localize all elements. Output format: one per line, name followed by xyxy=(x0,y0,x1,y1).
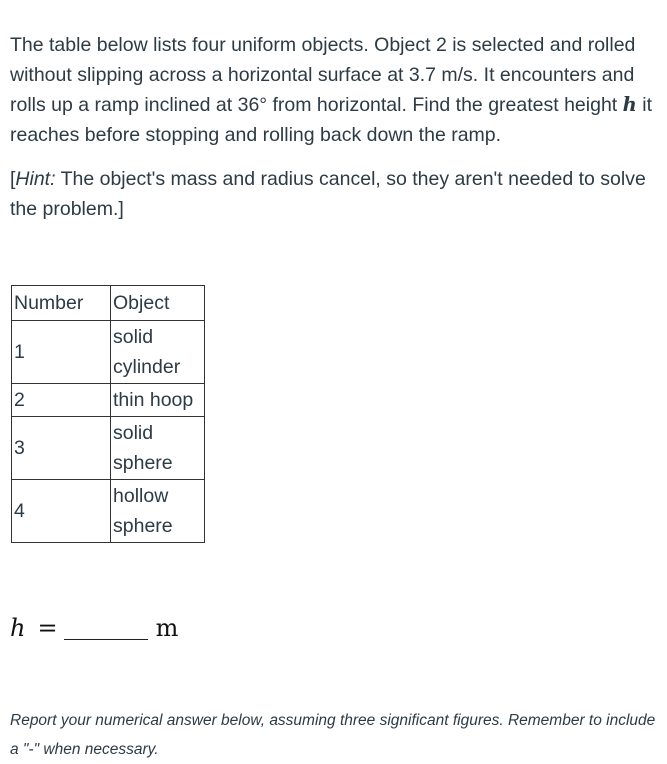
table-row xyxy=(12,321,205,384)
problem-text-before: The table below lists four uniform objects. Object 2 is selected and rolled without slipping across a horizontal surface at 3.7 m/s. It encounters and rolls up a ramp inclined at 36° from horizontal. Find the greatest height xyxy=(10,34,636,116)
problem-statement xyxy=(10,30,658,150)
objects-table xyxy=(11,285,205,543)
header-object: Object xyxy=(111,286,205,321)
table-row xyxy=(12,384,205,417)
table-row xyxy=(12,480,205,543)
answer-unit: m xyxy=(155,614,179,642)
hint xyxy=(10,164,658,224)
answer-blank[interactable] xyxy=(64,617,148,640)
hint-label: Hint: xyxy=(15,168,56,190)
row-object: thin hoop xyxy=(111,384,205,417)
row-object: solid sphere xyxy=(111,417,205,480)
table-header-row xyxy=(12,286,205,321)
header-number: Number xyxy=(12,286,111,321)
row-object: solid cylinder xyxy=(111,321,205,384)
instructions-text: Report your numerical answer below, assuming three significant figures. Remember to include a "-" when necessary. xyxy=(10,712,656,758)
row-number: 1 xyxy=(12,321,111,384)
equals-sign: = xyxy=(37,614,58,642)
problem-text-after: it reaches before stopping and rolling back down the ramp. xyxy=(10,94,652,146)
answer-line xyxy=(10,608,178,648)
answer-variable: h xyxy=(10,614,26,642)
row-object: hollow sphere xyxy=(111,480,205,543)
row-number: 4 xyxy=(12,480,111,543)
row-number: 3 xyxy=(12,417,111,480)
problem-text xyxy=(10,30,658,150)
instructions xyxy=(10,706,660,764)
hint-open-bracket: [ xyxy=(10,168,16,190)
table-row xyxy=(12,417,205,480)
hint-body: The object's mass and radius cancel, so they aren't needed to solve the problem.] xyxy=(10,168,646,220)
hint-text xyxy=(10,164,658,224)
row-number: 2 xyxy=(12,384,111,417)
height-variable: h xyxy=(622,93,637,116)
